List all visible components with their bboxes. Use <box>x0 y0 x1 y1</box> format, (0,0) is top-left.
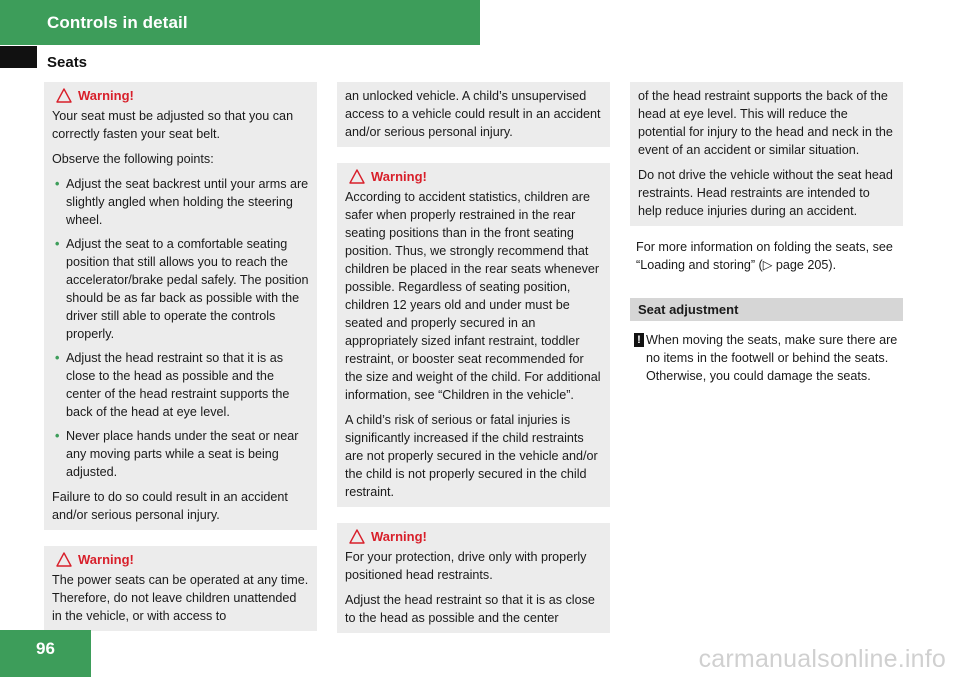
section-title: Seats <box>47 54 88 71</box>
warning-box-power-seats <box>44 546 317 631</box>
note-paragraph: ! When moving the seats, make sure there are no items in the footwell or behind the seats. Otherwise, you could damage the seats. <box>630 331 903 385</box>
column-3 <box>630 82 903 385</box>
warning-triangle-icon <box>349 529 365 544</box>
chapter-header <box>0 0 480 45</box>
warning-heading: Warning! <box>345 528 602 546</box>
exclamation-icon: ! <box>634 333 644 347</box>
warning-text: According to accident statistics, children are safer when properly restrained in the rear seating positions than in the front seating position. Thus, we strongly recommend that children be placed in the rear seats whenever possible. Regardless of seating position, children 12 years old and under must be seated and properly secured in an appropriately sized infant restraint, toddler restraint, or booster seat recommended for the size and weight of the child. For additional information, see “Children in the vehicle”. <box>345 190 601 402</box>
bullet-icon: • <box>55 237 60 251</box>
warning-text: Failure to do so could result in an accident and/or serious personal injury. <box>52 490 288 522</box>
warning-text: The power seats can be operated at any time. Therefore, do not leave children unattended in the vehicle, or with access to <box>52 573 309 623</box>
more-info-paragraph: For more information on folding the seats, see “Loading and storing” (▷ page 205). <box>636 240 893 272</box>
warning-box-head-restraints <box>337 523 610 633</box>
warning-heading: Warning! <box>52 87 309 105</box>
warning-triangle-icon <box>56 552 72 567</box>
warning-text: an unlocked vehicle. A child’s unsupervised access to a vehicle could result in an accident and/or serious personal injury. <box>345 89 601 139</box>
warning-triangle-icon <box>349 169 365 184</box>
bullet-icon: • <box>55 177 60 191</box>
warning-text: For your protection, drive only with properly positioned head restraints. <box>345 550 587 582</box>
warning-box-continued <box>337 82 610 147</box>
warning-text: Observe the following points: <box>52 152 214 166</box>
warning-text: of the head restraint supports the back of the head at eye level. This will reduce the potential for injury to the head and neck in the event of an accident or similar situation. <box>638 89 893 157</box>
list-item: • Never place hands under the seat or near any moving parts while a seat is being adjusted. <box>55 429 299 479</box>
warning-heading: Warning! <box>345 168 602 186</box>
warning-text: Adjust the head restraint so that it is as close to the head as possible and the center <box>345 593 595 625</box>
warning-text: Your seat must be adjusted so that you can correctly fasten your seat belt. <box>52 109 294 141</box>
warning-box-seat-adjust <box>44 82 317 530</box>
column-2 <box>337 82 610 633</box>
chapter-title: Controls in detail <box>47 13 188 32</box>
bullet-icon: • <box>55 351 60 365</box>
warning-text: A child’s risk of serious or fatal injuries is significantly increased if the child restraints are not properly secured in the vehicle and/or the child is not properly secured in the child restraint. <box>345 413 598 499</box>
warning-heading: Warning! <box>52 551 309 569</box>
bullet-list <box>52 175 309 481</box>
warning-triangle-icon <box>56 88 72 103</box>
list-item: • Adjust the seat backrest until your arms are slightly angled when holding the steering wheel. <box>55 177 309 227</box>
watermark: carmanualsonline.info <box>698 645 946 673</box>
column-1 <box>44 82 317 631</box>
warning-text: Do not drive the vehicle without the seat head restraints. Head restraints are intended to help reduce injuries during an accident. <box>638 168 893 218</box>
page-number: 96 <box>36 639 55 658</box>
bullet-icon: • <box>55 429 60 443</box>
warning-box-children <box>337 163 610 507</box>
page-number-tab <box>0 630 91 677</box>
subsection-heading: Seat adjustment <box>630 298 903 321</box>
section-marker <box>0 46 37 68</box>
list-item: • Adjust the seat to a comfortable seating position that still allows you to reach the accelerator/brake pedal safely. The position should be as far back as possible with the driver still able to operate the controls properly. <box>55 237 309 341</box>
warning-box-continued <box>630 82 903 226</box>
list-item: • Adjust the head restraint so that it is as close to the head as possible and the center of the head restraint supports the back of the head at eye level. <box>55 351 290 419</box>
